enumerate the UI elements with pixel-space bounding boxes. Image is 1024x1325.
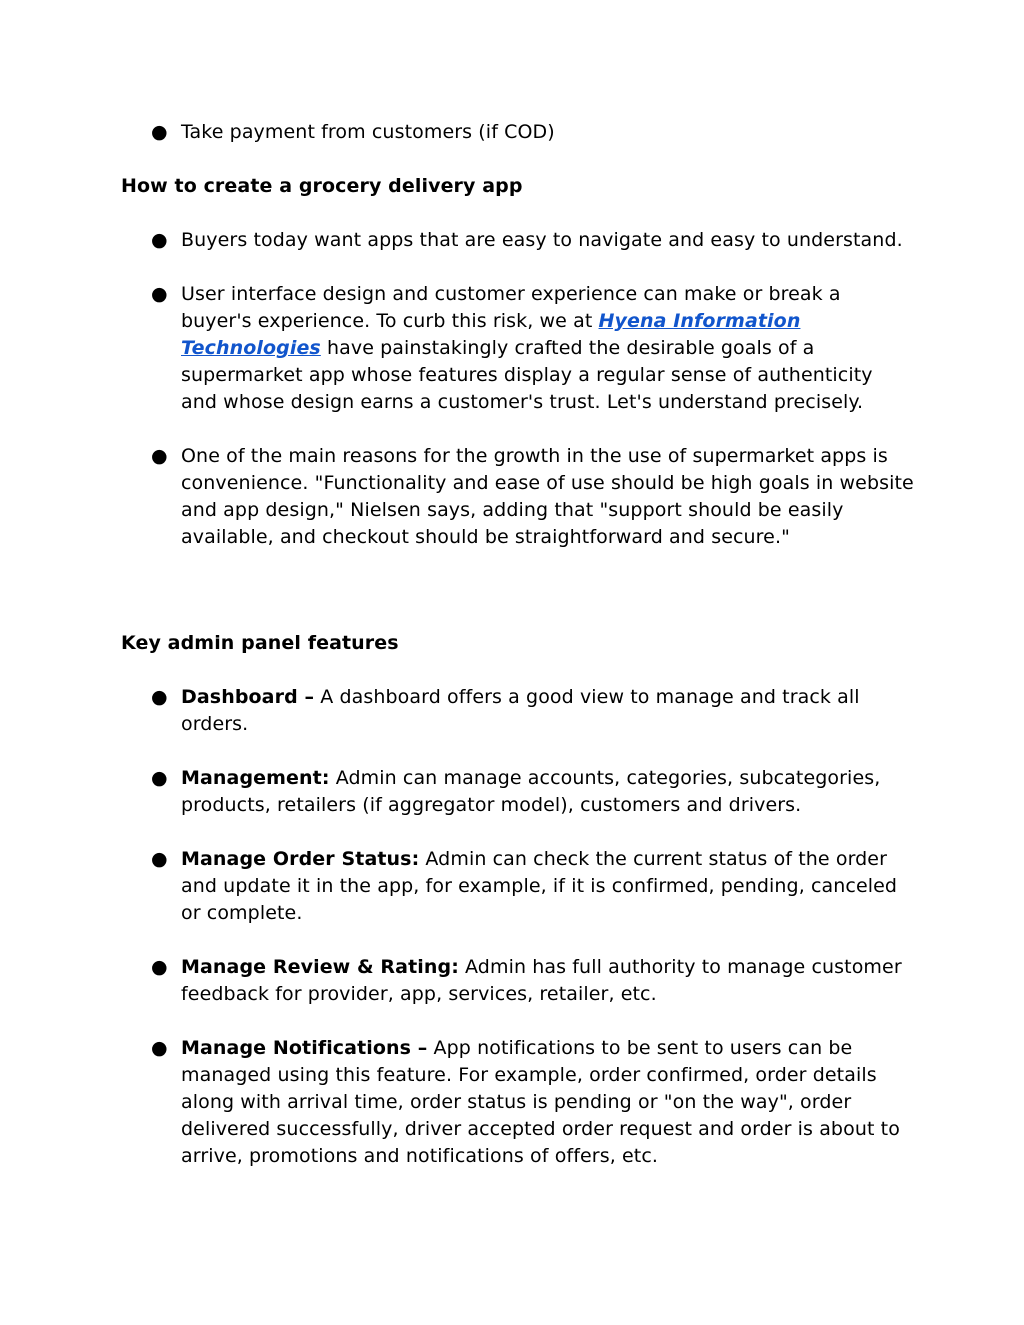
list-item-text: One of the main reasons for the growth in the use of supermarket apps is convenience. "Functionality and ease of use should be high goals in website and app design," Nielsen says, adding that "support should be easily available, and checkout should be straightforward and secure." — [181, 445, 914, 548]
bullet-icon: ● — [151, 956, 168, 978]
feature-description: A dashboard offers a good view to manage and track all orders. — [181, 686, 860, 735]
list-item-text: have painstakingly crafted the desirable goals of a supermarket app whose features display a regular sense of authenticity and whose design earns a customer's trust. Let's understand precisely. — [181, 337, 873, 413]
list-item — [0, 1035, 1024, 1170]
list-item-text: Buyers today want apps that are easy to navigate and easy to understand. — [181, 229, 903, 251]
feature-title: Manage Review & Rating: — [181, 956, 459, 978]
bullet-icon: ● — [151, 848, 168, 870]
feature-title: Dashboard – — [181, 686, 315, 708]
section-heading-grocery-app: How to create a grocery delivery app — [121, 175, 523, 197]
list-item — [0, 443, 1024, 551]
list-item — [0, 119, 1024, 146]
feature-title: Manage Order Status: — [181, 848, 420, 870]
bullet-icon: ● — [151, 229, 168, 251]
bullet-icon: ● — [151, 1037, 168, 1059]
bullet-icon: ● — [151, 121, 168, 143]
bullet-icon: ● — [151, 283, 168, 305]
list-item — [0, 281, 1024, 416]
list-item — [0, 684, 1024, 738]
bullet-icon: ● — [151, 767, 168, 789]
bullet-icon: ● — [151, 445, 168, 467]
feature-description: Admin has full authority to manage customer feedback for provider, app, services, retailer, etc. — [181, 956, 902, 1005]
feature-title: Manage Notifications – — [181, 1037, 428, 1059]
section-heading-admin-features: Key admin panel features — [121, 632, 399, 654]
list-item — [0, 954, 1024, 1008]
feature-title: Management: — [181, 767, 330, 789]
bullet-icon: ● — [151, 686, 168, 708]
list-item-text: User interface design and customer experience can make or break a buyer's experience. To curb this risk, we at — [181, 283, 841, 332]
admin-features-list — [0, 684, 1024, 1170]
list-item — [0, 765, 1024, 819]
grocery-app-list — [0, 227, 1024, 551]
list-item — [0, 227, 1024, 254]
feature-description: Admin can manage accounts, categories, subcategories, products, retailers (if aggregator model), customers and drivers. — [181, 767, 881, 816]
feature-description: App notifications to be sent to users can be managed using this feature. For example, order confirmed, order details along with arrival time, order status is pending or "on the way", order delivered successfully, driver accepted order request and order is about to arrive, promotions and notifications of offers, etc. — [181, 1037, 900, 1167]
list-item-text: Take payment from customers (if COD) — [181, 121, 555, 143]
hyena-information-technologies-link[interactable]: Hyena Information Technologies — [181, 310, 801, 359]
feature-description: Admin can check the current status of the order and update it in the app, for example, if it is confirmed, pending, canceled or complete. — [181, 848, 898, 924]
list-item — [0, 846, 1024, 927]
top-list — [0, 119, 1024, 146]
